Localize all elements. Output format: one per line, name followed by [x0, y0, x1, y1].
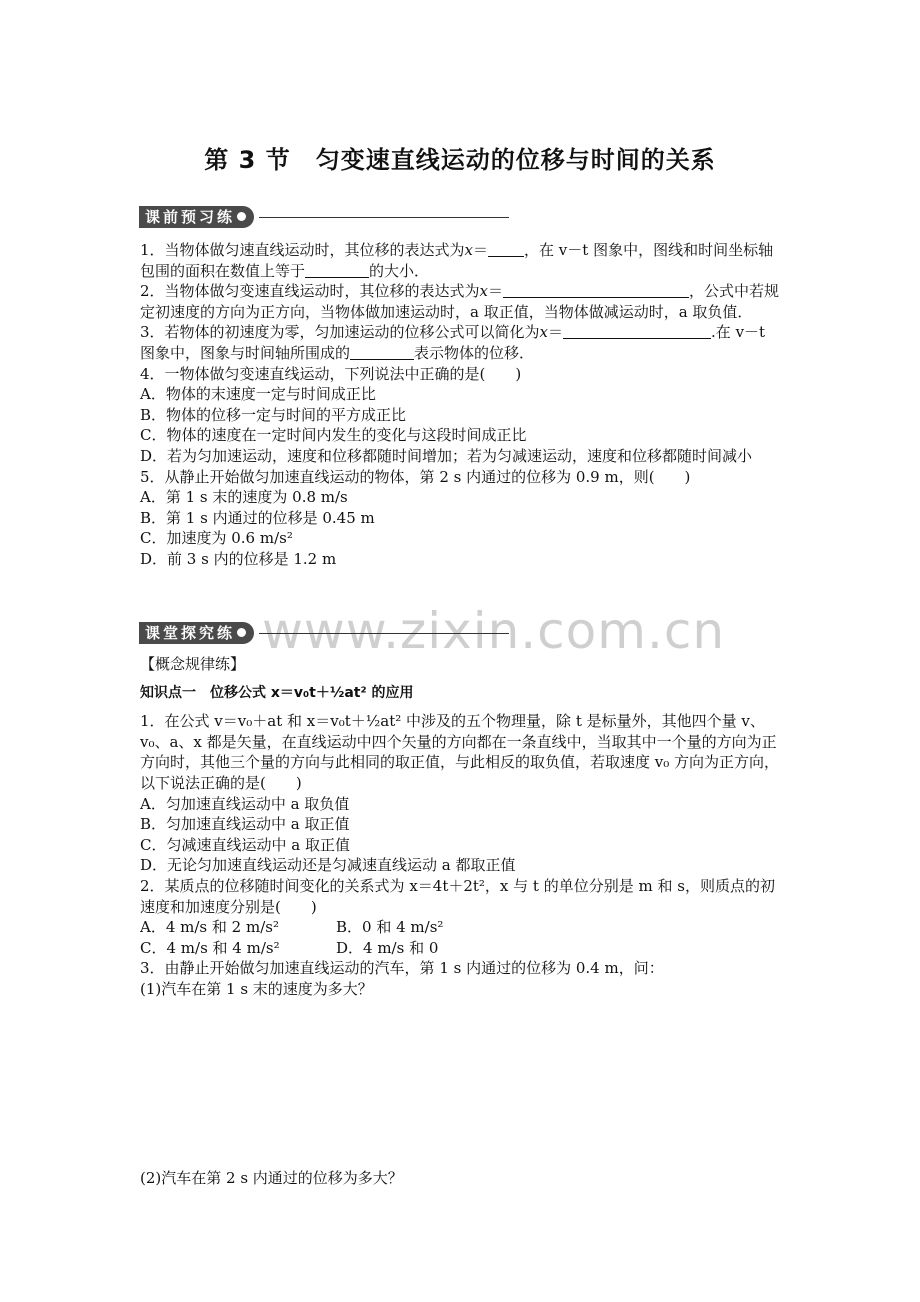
question-3: 3．若物体的初速度为零，匀加速运动的位移公式可以简化为x＝ .在 v－t 图象中，图象与时间轴所围成的 表示物体的位移．	[140, 323, 766, 362]
section-header-preview	[139, 206, 509, 228]
question-5: 5．从静止开始做匀加速直线运动的物体，第 2 s 内通过的位移为 0.9 m，则( )	[140, 467, 691, 486]
page-title: 第 3 节 匀变速直线运动的位移与时间的关系	[204, 146, 716, 174]
question-3: 3．由静止开始做匀加速直线运动的汽车，第 1 s 内通过的位移为 0.4 m，问：	[140, 959, 664, 978]
option: D．若为匀加速运动，速度和位移都随时间增加；若为匀减速运动，速度和位移都随时间减小	[140, 446, 753, 465]
option: B．0 和 4 m/s²	[336, 918, 444, 937]
option: C．匀减速直线运动中 a 取正值	[140, 835, 350, 854]
option: D．前 3 s 内的位移是 1.2 m	[140, 549, 337, 568]
subheading: 【概念规律练】	[140, 655, 246, 673]
section-header-classroom	[139, 622, 509, 644]
option: B．物体的位移一定与时间的平方成正比	[140, 405, 407, 424]
section-rule	[259, 633, 509, 634]
knowledge-point: 知识点一 位移公式 x＝v₀t＋½at² 的应用	[140, 684, 414, 701]
sub-question-block	[140, 1168, 780, 1189]
option: B．匀加速直线运动中 a 取正值	[140, 815, 350, 834]
question-2: 2．当物体做匀变速直线运动时，其位移的表达式为x＝ ，公式中若规定初速度的方向为正方向，当物体做加速运动时，a 取正值，当物体做减运动时，a 取负值．	[140, 282, 780, 321]
option: C．物体的速度在一定时间内发生的变化与这段时间成正比	[140, 426, 527, 445]
section-label: 课堂探究练	[139, 622, 254, 644]
answer-blank	[305, 263, 369, 278]
option: D．无论匀加速直线运动还是匀减速直线运动 a 都取正值	[140, 856, 516, 875]
option-row	[140, 938, 780, 959]
section-label: 课前预习练	[139, 206, 254, 228]
sub-question: (2)汽车在第 2 s 内通过的位移为多大？	[140, 1169, 403, 1187]
question-2: 2．某质点的位移随时间变化的关系式为 x＝4t＋2t²，x 与 t 的单位分别是 m 和 s，则质点的初速度和加速度分别是( )	[140, 876, 775, 916]
preview-questions	[140, 240, 780, 570]
question-4: 4．一物体做匀变速直线运动，下列说法中正确的是( )	[140, 364, 522, 383]
answer-blank	[350, 345, 414, 360]
option: C．4 m/s 和 4 m/s²	[140, 938, 280, 957]
bullet-dot-icon	[237, 212, 246, 221]
watermark: www.zixin.com.cn	[262, 602, 726, 660]
option: D．4 m/s 和 0	[336, 938, 439, 957]
option: A．匀加速直线运动中 a 取负值	[140, 794, 350, 813]
classroom-questions	[140, 654, 780, 1000]
sub-question: (1)汽车在第 1 s 末的速度为多大？	[140, 979, 373, 998]
bullet-dot-icon	[237, 628, 246, 637]
option: A．第 1 s 末的速度为 0.8 m/s	[140, 488, 348, 507]
option: A．4 m/s 和 2 m/s²	[140, 918, 279, 937]
answer-blank	[488, 242, 524, 257]
question-1: 1．在公式 v＝v₀＋at 和 x＝v₀t＋½at² 中涉及的五个物理量，除 t 是标量外，其他四个量 v、v₀、a、x 都是矢量，在直线运动中四个矢量的方向都在一条直线中，当取其中一个量的方向为正方向时，其他三个量的方向与此相同的取正值，与此相反的取负值，若取速度 v₀ 方向为正方向，以下说法正确的是( )	[140, 712, 780, 792]
option: C．加速度为 0.6 m/s²	[140, 529, 293, 548]
option: B．第 1 s 内通过的位移是 0.45 m	[140, 508, 375, 527]
question-1: 1．当物体做匀速直线运动时，其位移的表达式为x＝ ，在 v－t 图象中，图线和时间坐标轴包围的面积在数值上等于 的大小．	[140, 241, 774, 280]
answer-blank	[563, 324, 711, 339]
answer-blank	[503, 283, 689, 298]
option: A．物体的末速度一定与时间成正比	[140, 385, 376, 404]
section-rule	[259, 217, 509, 218]
option-row	[140, 917, 780, 938]
